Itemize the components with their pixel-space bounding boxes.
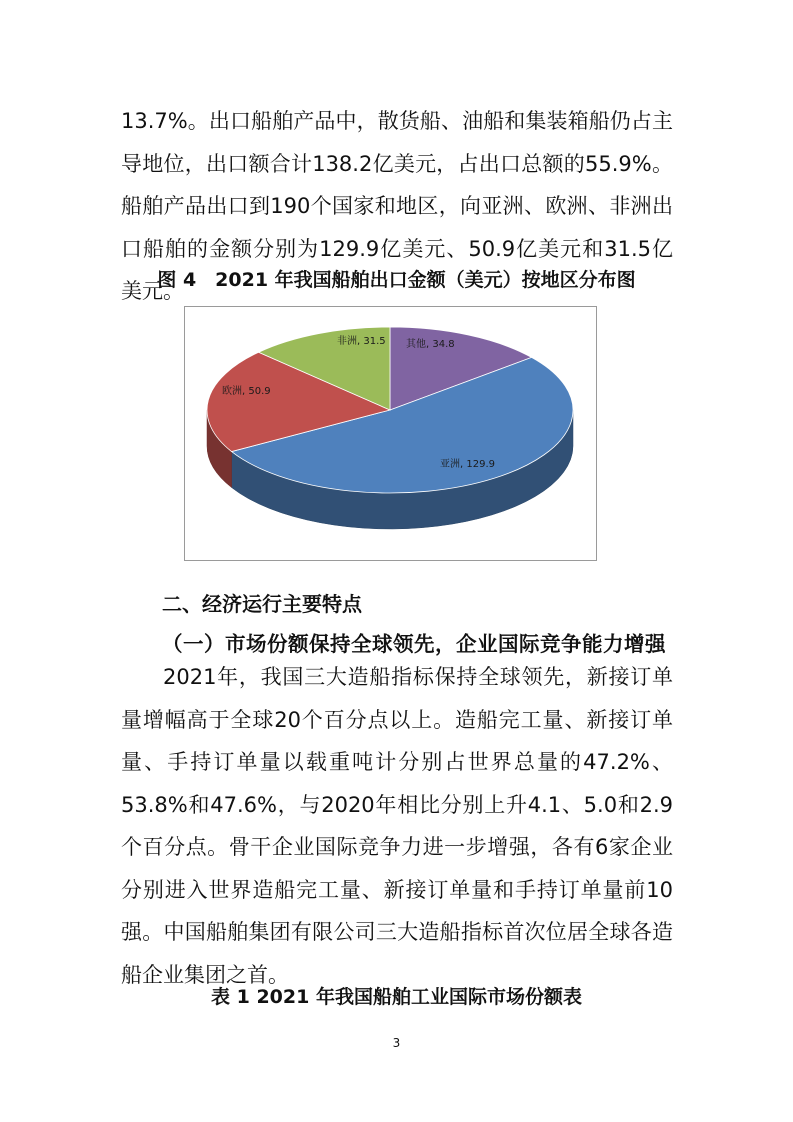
pie-label-非洲: 非洲, 31.5 xyxy=(337,336,386,347)
pie-label-欧洲: 欧洲, 50.9 xyxy=(222,386,271,397)
pie-chart-svg xyxy=(185,307,596,560)
table-caption: 表 1 2021 年我国船舶工业国际市场份额表 xyxy=(211,986,582,1008)
paragraph-market-share xyxy=(121,656,673,996)
paragraph-export-summary: 13.7%。出口船舶产品中，散货船、油船和集装箱船仍占主导地位，出口额合计138.2亿美元，占出口总额的55.9%。船舶产品出口到190个国家和地区，向亚洲、欧洲、非洲出口船舶的金额分别为129.9亿美元、50.9亿美元和31.5亿美元。 xyxy=(121,109,673,303)
pie-label-其他: 其他, 34.8 xyxy=(406,339,455,350)
figure-caption: 图 4 2021 年我国船舶出口金额（美元）按地区分布图 xyxy=(157,269,636,291)
pie-label-亚洲: 亚洲, 129.9 xyxy=(440,459,495,470)
subsection-heading: （一）市场份额保持全球领先，企业国际竞争能力增强 xyxy=(162,632,666,656)
paragraph-market-share-text: 2021年，我国三大造船指标保持全球领先，新接订单量增幅高于全球20个百分点以上。造船完工量、新接订单量、手持订单量以载重吨计分别占世界总量的47.2%、53.8%和47.6%，与2020年相比分别上升4.1、5.0和2.9个百分点。骨干企业国际竞争力进一步增强，各有6家企业分别进入世界造船完工量、新接订单量和手持订单量前10强。中国船舶集团有限公司三大造船指标首次位居全球各造船企业集团之首。 xyxy=(121,665,673,987)
pie-chart xyxy=(184,306,597,561)
page-number: 3 xyxy=(392,1036,401,1050)
section-heading: 二、经济运行主要特点 xyxy=(162,592,362,616)
pie-top xyxy=(207,327,573,493)
